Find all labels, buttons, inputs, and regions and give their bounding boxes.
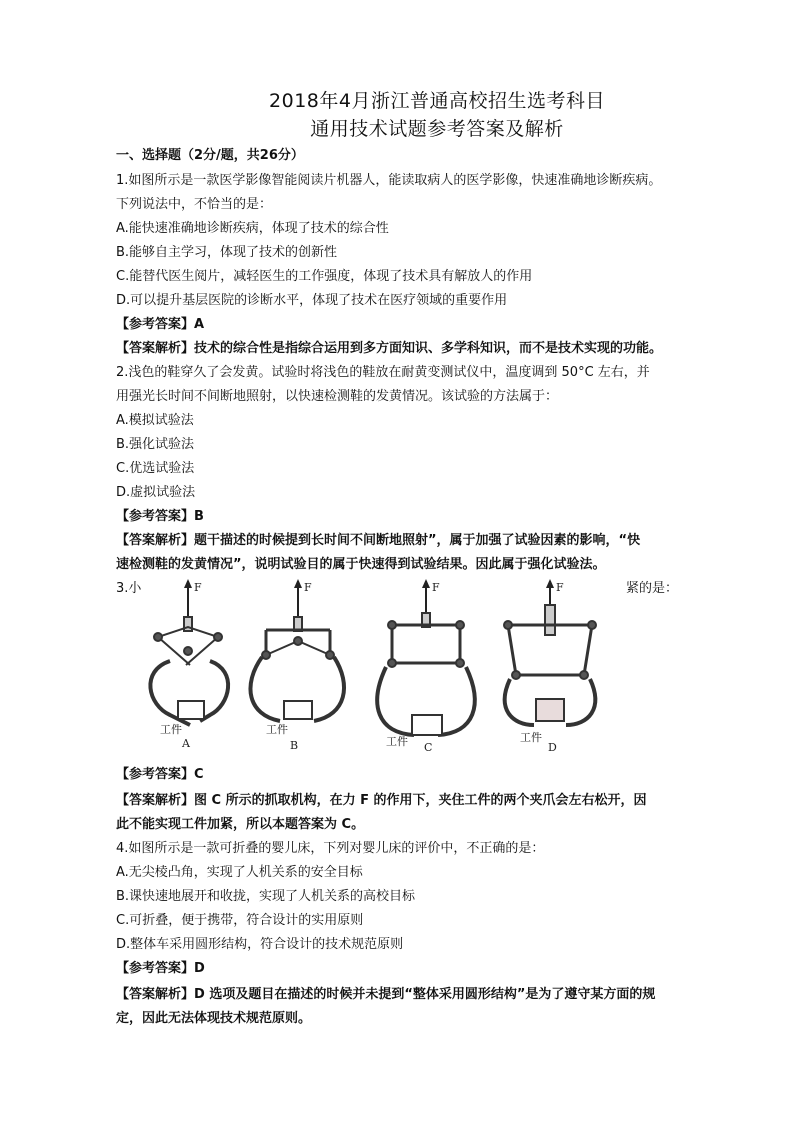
figure-letter-d: D bbox=[548, 741, 557, 754]
gripper-d bbox=[504, 579, 596, 725]
answer-line: 【参考答案】D bbox=[116, 961, 205, 976]
document-title-line1: 2018年4月浙江普通高校招生选考科目 bbox=[269, 90, 605, 112]
document-title-line2: 通用技术试题参考答案及解析 bbox=[310, 118, 564, 140]
force-label-a: F bbox=[194, 581, 202, 594]
q3-suffix: 紧的是： bbox=[626, 581, 679, 596]
workpiece-label-c: 工件 bbox=[386, 735, 408, 748]
gripper-b bbox=[250, 579, 344, 721]
section-heading: 一、选择题（2分/题，共26分） bbox=[116, 148, 304, 163]
q3-prefix: 3.小 bbox=[116, 581, 142, 596]
explanation-line: 【答案解析】题干描述的时候提到长时间不间断地照射”，属于加强了试验因素的影响，“快 bbox=[116, 533, 641, 548]
text-line: A.无尖棱凸角，实现了人机关系的安全目标 bbox=[116, 865, 363, 880]
text-line: D.可以提升基层医院的诊断水平，体现了技术在医疗领域的重要作用 bbox=[116, 293, 508, 308]
gripper-a bbox=[150, 579, 228, 725]
workpiece-label-d: 工件 bbox=[520, 731, 542, 744]
workpiece-label-a: 工件 bbox=[160, 723, 182, 736]
text-line: 4.如图所示是一款可折叠的婴儿床，下列对婴儿床的评价中，不正确的是： bbox=[116, 841, 545, 856]
text-line: C.优选试验法 bbox=[116, 461, 195, 476]
force-label-d: F bbox=[556, 581, 564, 594]
force-label-b: F bbox=[304, 581, 312, 594]
figure-letter-b: B bbox=[290, 739, 299, 752]
workpiece-label-b: 工件 bbox=[266, 723, 288, 736]
text-line: B.课快速地展开和收拢，实现了人机关系的高校目标 bbox=[116, 889, 416, 904]
text-line: 用强光长时间不间断地照射，以快速检测鞋的发黄情况。该试验的方法属于： bbox=[116, 389, 559, 404]
text-line: D.整体车采用圆形结构，符合设计的技术规范原则 bbox=[116, 937, 404, 952]
text-line: B.强化试验法 bbox=[116, 437, 195, 452]
text-line: 2.浅色的鞋穿久了会发黄。试验时将浅色的鞋放在耐黄变测试仪中，温度调到 50°C 左右，并 bbox=[116, 365, 650, 380]
text-line: C.能替代医生阅片，减轻医生的工作强度，体现了技术具有解放人的作用 bbox=[116, 269, 533, 284]
text-line: A.能快速准确地诊断疾病，体现了技术的综合性 bbox=[116, 221, 389, 236]
figure-letter-a: A bbox=[182, 737, 190, 750]
explanation-line: 【答案解析】图 C 所示的抓取机构，在力 F 的作用下，夹住工件的两个夹爪会左右松开，因 bbox=[116, 793, 647, 808]
answer-line: 【参考答案】A bbox=[116, 317, 205, 332]
gripper-diagram bbox=[130, 575, 690, 755]
gripper-figures bbox=[130, 575, 690, 755]
figure-letter-c: C bbox=[424, 741, 433, 754]
force-label-c: F bbox=[432, 581, 440, 594]
text-line: 下列说法中，不恰当的是： bbox=[116, 197, 273, 212]
explanation-line: 【答案解析】技术的综合性是指综合运用到多方面知识、多学科知识，而不是技术实现的功能。 bbox=[116, 341, 663, 356]
gripper-c bbox=[377, 579, 474, 735]
text-line: 1.如图所示是一款医学影像智能阅读片机器人，能读取病人的医学影像，快速准确地诊断疾病。 bbox=[116, 173, 662, 188]
explanation-line: 定，因此无法体现技术规范原则。 bbox=[116, 1011, 312, 1026]
explanation-line: 速检测鞋的发黄情况”，说明试验目的属于快速得到试验结果。因此属于强化试验法。 bbox=[116, 557, 606, 572]
explanation-line: 【答案解析】D 选项及题目在描述的时候并未提到“整体采用圆形结构”是为了遵守某方面的规 bbox=[116, 987, 656, 1002]
text-line: D.虚拟试验法 bbox=[116, 485, 196, 500]
text-line: B.能够自主学习，体现了技术的创新性 bbox=[116, 245, 338, 260]
text-line: A.模拟试验法 bbox=[116, 413, 194, 428]
answer-line: 【参考答案】C bbox=[116, 767, 204, 782]
answer-line: 【参考答案】B bbox=[116, 509, 204, 524]
text-line: C.可折叠，便于携带，符合设计的实用原则 bbox=[116, 913, 364, 928]
explanation-line: 此不能实现工件加紧，所以本题答案为 C。 bbox=[116, 817, 365, 832]
